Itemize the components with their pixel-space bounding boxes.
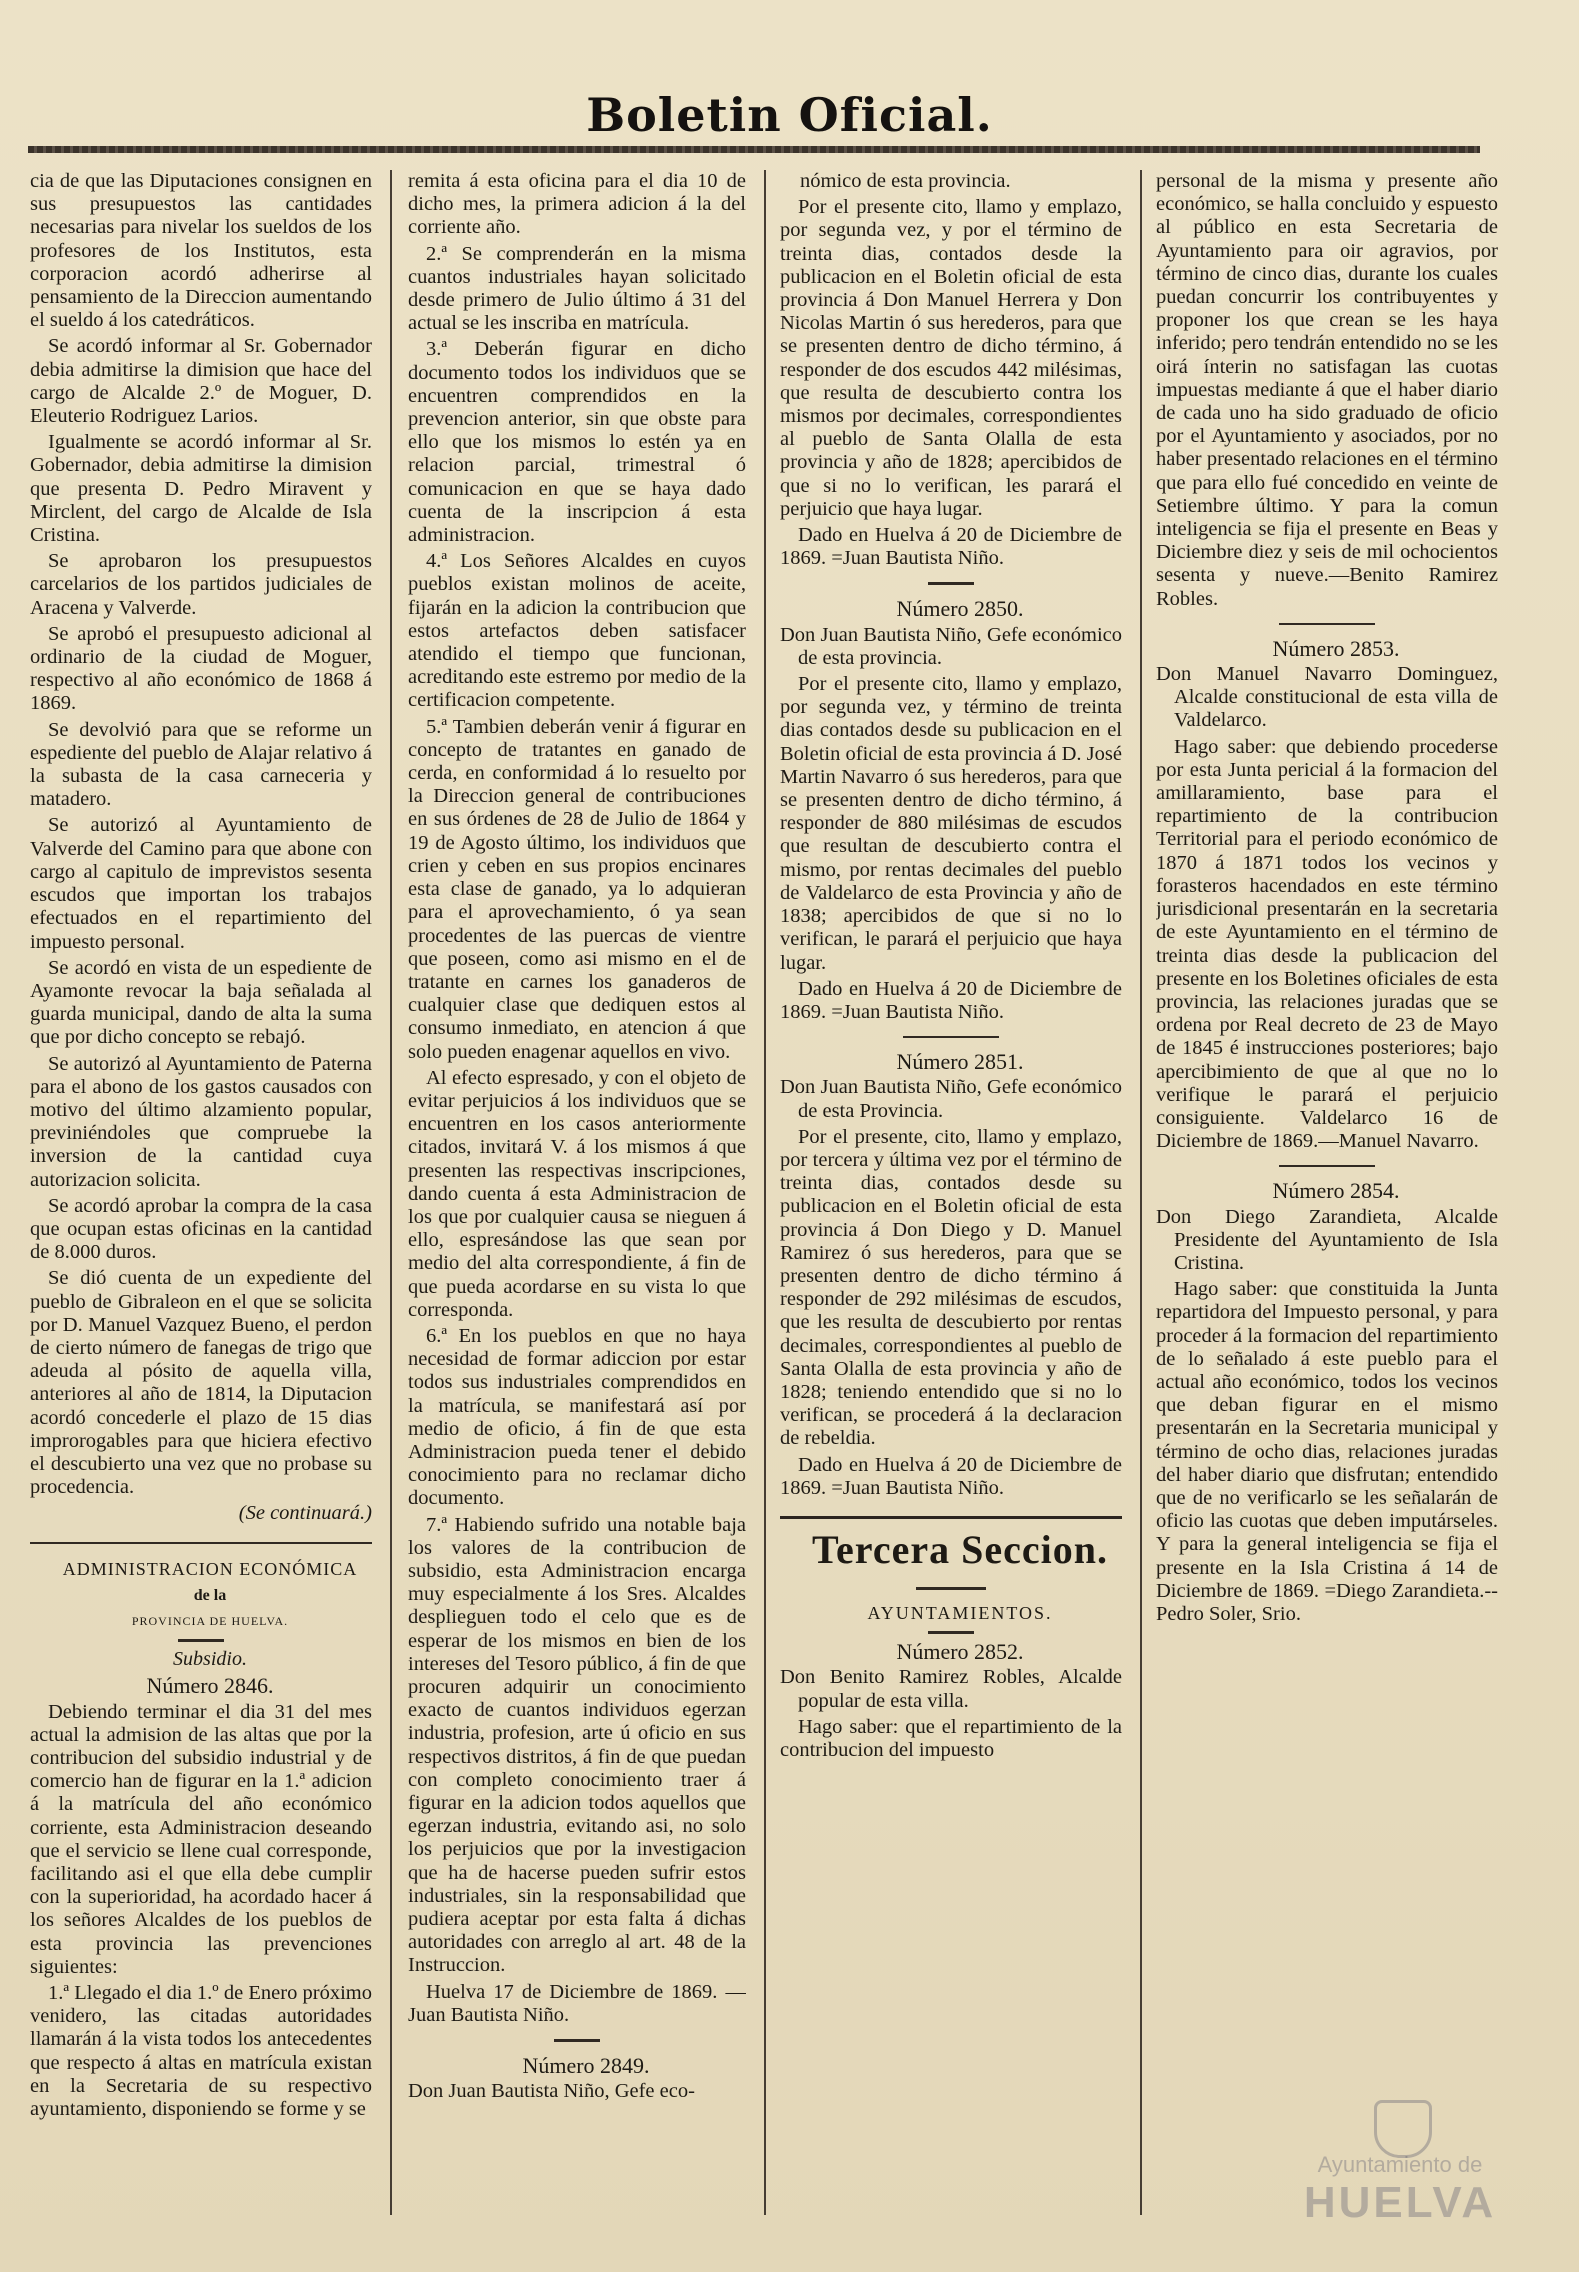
archive-watermark bbox=[1290, 2100, 1510, 2250]
separator bbox=[928, 582, 974, 585]
paragraph: Se devolvió para que se reforme un espediente del pueblo de Alajar relativo á la subasta de la casa carneceria y matadero. bbox=[30, 718, 372, 811]
paragraph: Don Manuel Navarro Dominguez, Alcalde constitucional de esta villa de Valdelarco. bbox=[1156, 663, 1498, 732]
separator bbox=[1279, 1165, 1375, 1167]
notice-number: Número 2854. bbox=[1272, 1178, 1400, 1204]
paragraph: Se aprobaron los presupuestos carcelarios de los partidos judiciales de Aracena y Valverde. bbox=[30, 550, 372, 619]
separator bbox=[554, 2039, 600, 2042]
notice-number: Número 2851. bbox=[896, 1049, 1024, 1075]
masthead-title: Boletin Oficial. bbox=[586, 88, 993, 142]
paragraph: Don Juan Bautista Niño, Gefe económico de esta Provincia. bbox=[780, 1076, 1122, 1122]
masthead-rule bbox=[28, 146, 1480, 153]
column-3 bbox=[780, 170, 1122, 2230]
watermark-brand: HUELVA bbox=[1303, 2178, 1497, 2227]
separator bbox=[1279, 623, 1375, 625]
paragraph: Hago saber: que el repartimiento de la contribucion del impuesto bbox=[780, 1715, 1122, 1761]
notice-number: Número 2853. bbox=[1272, 635, 1400, 661]
paragraph: cia de que las Diputaciones consignen en sus presupuestos las cantidades necesarias para nivelar los sueldos de los profesores de los Institutos, esta corporacion acordó adherirse al pensamiento de la Direccion aumentando el sueldo á los catedráticos. bbox=[30, 170, 372, 332]
paragraph: nómico de esta provincia. bbox=[800, 170, 1011, 192]
section-heading: AYUNTAMIENTOS. bbox=[867, 1602, 1053, 1623]
section-title: Tercera Seccion. bbox=[812, 1526, 1108, 1572]
paragraph: Por el presente cito, llamo y emplazo, por segunda vez, y término de treinta dias contados desde su publicacion en el Boletin oficial de esta provincia á D. José Martin Navarro ó sus herederos, para que se presenten dentro de dicho término, á responder de 880 milésimas de escudos que resultan de descubierto contra el mismo, por rentas decimales del pueblo de Valdelarco de esta Provincia y año de 1838; apercibidos de que si no lo verifican, le parará el perjuicio que haya lugar. bbox=[780, 673, 1122, 974]
notice-number: Número 2852. bbox=[896, 1639, 1024, 1665]
section-heading: ADMINISTRACION ECONÓMICA bbox=[62, 1558, 358, 1579]
separator bbox=[916, 1587, 986, 1590]
section-heading: PROVINCIA DE HUELVA. bbox=[131, 1613, 289, 1628]
section-rule bbox=[30, 1542, 372, 1544]
paragraph: Don Diego Zarandieta, Alcalde Presidente del Ayuntamiento de Isla Cristina. bbox=[1156, 1205, 1498, 1274]
paragraph: personal de la misma y presente año económico, se halla concluido y espuesto al público en esta Secretaria de Ayuntamiento para oir agravios, por término de cinco dias, durante los cuales puedan concurrir los contribuyentes y proponer los que crean se les haya inferido; pero tendrán entendido no se les oirá ínterin no satisfagan las cuotas impuestas mediante á que el haber diario de cada uno ha sido graduado de oficio por el Ayuntamiento y asociados, por no haber presentado relaciones en el término que para ello fué concedido en veinte de Setiembre último. Y para la comun inteligencia se fija el presente en Beas y Diciembre diez y seis de mil ochocientos sesenta y nueve.—Benito Ramirez Robles. bbox=[1156, 170, 1498, 610]
signature-line: Dado en Huelva á 20 de Diciembre de 1869. =Juan Bautista Niño. bbox=[780, 977, 1122, 1023]
paragraph: 6.ª En los pueblos en que no haya necesidad de formar adiccion por estar todos sus industriales comprendidos en la matrícula, se manifestará así por medio de oficio, á fin de que esta Administracion pueda tener el debido conocimiento para no reclamar dicho documento. bbox=[408, 1324, 746, 1510]
separator bbox=[903, 1036, 999, 1038]
paragraph: Se acordó en vista de un espediente de Ayamonte revocar la baja señalada al guarda municipal, dando de alta la suma que por dicho concepto se rebajó. bbox=[30, 956, 372, 1049]
paragraph: 2.ª Se comprenderán en la misma cuantos industriales hayan solicitado desde primero de Julio último á 31 del actual se les inscriba en matrícula. bbox=[408, 242, 746, 335]
column-2 bbox=[408, 170, 746, 2230]
signature-line: Dado en Huelva á 20 de Diciembre de 1869. =Juan Bautista Niño. bbox=[780, 524, 1122, 570]
section-heading: de la bbox=[193, 1586, 227, 1604]
separator bbox=[178, 1639, 224, 1642]
column-divider bbox=[1140, 170, 1142, 2215]
paragraph: Por el presente cito, llamo y emplazo, por segunda vez, y por el término de treinta dias, contados desde la publicacion en el Boletin oficial de esta provincia á Don Manuel Herrera y Don Nicolas Martin ó sus herederos, para que se presenten dentro de dicho término, á responder de dos escudos 442 milésimas, que resulta de descubierto contra los mismos por decimales, correspondientes al pueblo de Santa Olalla de esta provincia y año de 1828; apercibidos de que si no lo verifican, les parará el perjuicio que haya lugar. bbox=[780, 196, 1122, 520]
paragraph: Don Juan Bautista Niño, Gefe económico de esta provincia. bbox=[780, 623, 1122, 669]
paragraph: Se acordó informar al Sr. Gobernador debia admitirse la dimision que hace del cargo de Alcalde 2.º de Moguer, D. Eleuterio Rodriguez Larios. bbox=[30, 335, 372, 428]
notice-number: Número 2849. bbox=[522, 2053, 650, 2079]
continuation-note: (Se continuará.) bbox=[238, 1502, 372, 1525]
subsection-title: Subsidio. bbox=[173, 1648, 247, 1671]
paragraph: 7.ª Habiendo sufrido una notable baja los valores de la contribucion de subsidio, esta Administracion encarga muy especialmente á los Sres. Alcaldes desplieguen todo el celo que es de esperar de los mismos en bien de los intereses del Tesoro público, á fin de que procuren adquirir un conocimiento exacto de cuantos individuos egerzan industria, profesion, arte ú oficio en sus respectivos distritos, á fin de que puedan con completo conocimiento traer á figurar en la adicion todos aquellos que egerzan industria, evitando asi, no solo los perjuicios que por la investigacion que ha de hacerse pueden sufrir estos industriales, sin la responsabilidad que pudiera aceptar por esta falta á dichas autoridades con arreglo al art. 48 de la Instruccion. bbox=[408, 1513, 746, 1977]
paragraph: Por el presente, cito, llamo y emplazo, por tercera y última vez por el término de treinta dias, contados desde su publicacion en el Boletin oficial de esta provincia á Don Diego y D. Manuel Ramirez ó sus herederos, para que se presenten dentro de dicho término á responder de 292 milésimas de escudos, que les resulta de descubierto por rentas decimales, correspondientes al pueblo de Santa Olalla de esta provincia y año de 1828; teniendo entendido que si no lo verifican, se procederá á la declaracion de rebeldia. bbox=[780, 1125, 1122, 1450]
coat-of-arms-icon bbox=[1374, 2100, 1432, 2158]
paragraph: Don Juan Bautista Niño, Gefe eco- bbox=[408, 2080, 695, 2103]
column-4 bbox=[1156, 170, 1498, 2230]
signature-line: Dado en Huelva á 20 de Diciembre de 1869. =Juan Bautista Niño. bbox=[780, 1453, 1122, 1499]
paragraph: Debiendo terminar el dia 31 del mes actual la admision de las altas que por la contribucion del subsidio industrial y de comercio han de figurar en la 1.ª adicion á la matrícula del año económico corriente, esta Administracion deseando que el servicio se llene cual corresponde, facilitando asi el que ella debe cumplir con la superioridad, ha acordado hacer á los señores Alcaldes de los pueblos de esta provincia las prevenciones siguientes: bbox=[30, 1700, 372, 1978]
paragraph: Se aprobó el presupuesto adicional al ordinario de la ciudad de Moguer, respectivo al año económico de 1868 á 1869. bbox=[30, 622, 372, 715]
paragraph: Hago saber: que debiendo procederse por esta Junta pericial á la formacion del amillaramiento, base para el repartimiento de la contribucion Territorial para el periodo económico de 1870 á 1871 todos los vecinos y forasteros hacendados en este término jurisdicional presentarán en la secretaria de este Ayuntamiento en el término de treinta dias desde la publicacion del presente en los Boletines oficiales de esta provincia, las relaciones juradas que se ordena por Real decreto de 23 de Mayo de 1845 é instrucciones posteriores; bajo apercibimiento de que al que no lo verifique le parará el perjuicio consiguiente. Valdelarco 16 de Diciembre de 1869.—Manuel Navarro. bbox=[1156, 735, 1498, 1153]
section-rule bbox=[780, 1516, 1122, 1519]
paragraph: Igualmente se acordó informar al Sr. Gobernador, debia admitirse la dimision que presenta D. Pedro Miravent y Mirclent, del cargo de Alcalde de Isla Cristina. bbox=[30, 431, 372, 547]
column-1 bbox=[30, 170, 372, 2230]
paragraph: 3.ª Deberán figurar en dicho documento todos los individuos que se encuentren comprendidos en la prevencion anterior, sin que obste para ello que los mismos lo estén ya en relacion parcial, trimestral ó comunicacion en que se haya dado cuenta de la inscripcion á esta administracion. bbox=[408, 338, 746, 547]
notice-number: Número 2850. bbox=[896, 596, 1024, 622]
paragraph: remita á esta oficina para el dia 10 de dicho mes, la primera adicion á la del corriente año. bbox=[408, 170, 746, 239]
paragraph: 1.ª Llegado el dia 1.º de Enero próximo venidero, las citadas autoridades llamarán á la vista todos los antecedentes que respecto á altas en matrícula existan en la Secretaria de su respectivo ayuntamiento, disponiendo se forme y se bbox=[30, 1982, 372, 2121]
paragraph: Don Benito Ramirez Robles, Alcalde popular de esta villa. bbox=[780, 1666, 1122, 1712]
column-divider bbox=[390, 170, 392, 2215]
paragraph: Se dió cuenta de un expediente del pueblo de Gibraleon en el que se solicita por D. Manuel Vazquez Bueno, el perdon de cierto número de fanegas de trigo que adeuda al pósito de aquella villa, anteriores al año de 1814, la Diputacion acordó concederle el plazo de 15 dias improrogables para que hiciera efectivo el descubierto una vez que no probase su procedencia. bbox=[30, 1267, 372, 1499]
separator bbox=[928, 1631, 974, 1634]
watermark-label: Ayuntamiento de bbox=[1317, 2152, 1483, 2177]
notice-number: Número 2846. bbox=[146, 1673, 274, 1699]
paragraph: 5.ª Tambien deberán venir á figurar en concepto de tratantes en ganado de cerda, en conformidad á lo resuelto por la Direccion general de contribuciones en sus órdenes de 28 de Julio de 1864 y 19 de Agosto último, los individuos que crien y ceben en sus propios encinares esta clase de ganado, ya lo adquieran para el aprovechamiento, ó ya sean procedentes de las puercas de vientre que poseen, como asi mismo en el de tratante en carnes los ganaderos de cualquier clase que dediquen estos al consumo inmediato, en atencion á que solo pueden enagenar aquellos en vivo. bbox=[408, 715, 746, 1063]
signature-line: Huelva 17 de Diciembre de 1869. —Juan Bautista Niño. bbox=[408, 1980, 746, 2026]
paragraph: Al efecto espresado, y con el objeto de evitar perjuicios á los individuos que se encuentren en los casos anteriormente citados, invitará V. á los mismos á que presenten las respectivas inscripciones, dando cuenta á esta Administracion de los que por cualquier causa se nieguen á ello, espresándose las que sean por medio del alta correspondiente, á fin de que pueda acordarse en su vista lo que corresponda. bbox=[408, 1066, 746, 1321]
paragraph: Se autorizó al Ayuntamiento de Valverde del Camino para que abone con cargo al capitulo de imprevistos sesenta escudos que importan los trabajos efectuados en el repartimiento del impuesto personal. bbox=[30, 814, 372, 953]
paragraph: Se acordó aprobar la compra de la casa que ocupan estas oficinas en la cantidad de 8.000 duros. bbox=[30, 1194, 372, 1264]
paragraph: 4.ª Los Señores Alcaldes en cuyos pueblos existan molinos de aceite, fijarán en la adicion la contribucion que estos artefactos deben satisfacer atendido el tiempo que funcionan, acreditando este estremo por medio de la certificacion competente. bbox=[408, 550, 746, 712]
paragraph: Se autorizó al Ayuntamiento de Paterna para el abono de los gastos causados con motivo del último alzamiento popular, previniéndoles que compruebe la inversion de la cantidad cuya autorizacion solicita. bbox=[30, 1052, 372, 1191]
paragraph: Hago saber: que constituida la Junta repartidora del Impuesto personal, y para proceder á la formacion del repartimiento de lo señalado á este pueblo para el actual año económico, todos los vecinos que deban figurar en el mismo presentarán en la Secretaria municipal y término de ocho dias, relaciones juradas del haber diario que disfrutan; entendido que de no verificarlo se les señalarán de oficio las cuotas que deben imputárseles. Y para la general inteligencia se fija el presente en la Isla Cristina á 14 de Diciembre de 1869. =Diego Zarandieta.--Pedro Soler, Srio. bbox=[1156, 1278, 1498, 1625]
column-divider bbox=[764, 170, 766, 2215]
